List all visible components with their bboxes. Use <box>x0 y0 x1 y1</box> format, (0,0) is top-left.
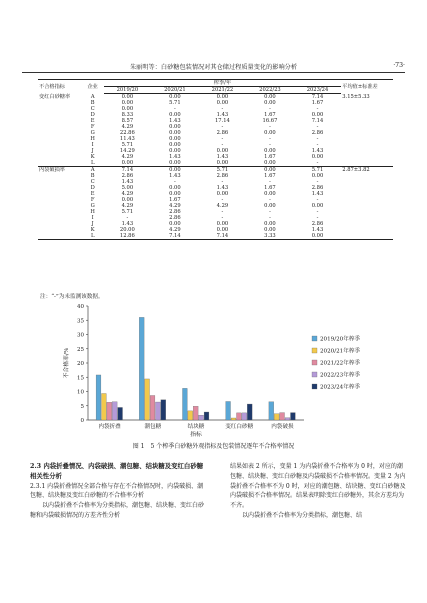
bar <box>139 317 144 420</box>
enterprise-cell: E <box>90 191 95 197</box>
legend-swatch <box>312 372 317 377</box>
table-row <box>38 233 393 240</box>
value-cell: 1.43 <box>121 179 134 185</box>
year-header: 2023/24 <box>294 87 342 94</box>
value-cell: 14.29 <box>119 148 135 154</box>
value-cell: - <box>316 197 319 203</box>
y-tick-label: 15 <box>77 375 84 382</box>
value-cell: - <box>316 179 319 185</box>
value-cell: 20.00 <box>119 227 135 233</box>
enterprise-cell: L <box>90 160 95 166</box>
value-cell: 2.86 <box>169 209 181 215</box>
value-cell: - <box>221 209 224 215</box>
legend-label: 2020/21年榨季 <box>320 348 361 355</box>
y-tick-label: 10 <box>77 389 84 396</box>
value-cell: 0.00 <box>121 94 134 100</box>
col-year-group-header: 榨季/年 <box>104 80 342 87</box>
enterprise-cell: J <box>91 148 94 154</box>
value-cell: 2.86 <box>311 130 324 136</box>
enterprise-cell: A <box>90 93 95 100</box>
enterprise-cell: C <box>90 179 95 185</box>
value-cell: 0.00 <box>311 173 324 179</box>
value-cell: - <box>174 106 176 112</box>
value-cell: 3.33 <box>246 233 294 240</box>
table-group-bag-damage <box>38 167 393 240</box>
legend-label: 2019/20年榨季 <box>320 336 361 343</box>
value-cell: 0.00 <box>121 160 134 166</box>
value-cell: - <box>126 215 129 221</box>
enterprise-cell: L <box>82 233 104 240</box>
value-cell: 7.14 <box>311 94 324 100</box>
bar <box>156 402 161 420</box>
left-column <box>30 462 208 521</box>
value-cell: 0.00 <box>169 124 181 130</box>
enterprise-cell: I <box>91 142 94 148</box>
enterprise-cell: I <box>91 215 94 221</box>
value-cell: 1.43 <box>311 227 324 233</box>
y-tick-label: 20 <box>77 361 84 367</box>
bar <box>280 413 285 420</box>
enterprise-cell: D <box>90 185 95 191</box>
value-cell: 4.29 <box>121 191 134 197</box>
x-tick-label: 变红白砂糖 <box>225 424 254 430</box>
year-header: 2022/23 <box>246 87 294 94</box>
legend-swatch <box>312 336 317 341</box>
value-cell: 0.00 <box>169 94 181 100</box>
value-cell: 4.29 <box>169 203 181 209</box>
value-cell: 11.43 <box>119 136 135 142</box>
indicator-cell <box>38 233 82 240</box>
value-cell: 2.86 <box>311 185 324 191</box>
bar-chart <box>50 296 380 438</box>
value-cell: - <box>316 106 319 112</box>
value-cell: 0.00 <box>216 191 229 197</box>
x-axis-label: 指标 <box>190 432 202 438</box>
value-cell: - <box>221 197 224 203</box>
value-cell: 5.71 <box>121 209 134 215</box>
value-cell: 0.00 <box>246 167 294 174</box>
value-cell: 8.33 <box>121 112 134 118</box>
legend-swatch <box>312 348 317 353</box>
value-cell: - <box>269 142 271 148</box>
value-cell: 0.00 <box>169 191 181 197</box>
legend-label: 2021/22年榨季 <box>320 360 361 367</box>
value-cell: 5.71 <box>294 167 342 174</box>
value-cell: 7.14 <box>104 167 152 174</box>
value-cell: - <box>174 179 176 185</box>
enterprise-cell: H <box>90 136 95 142</box>
value-cell: - <box>221 179 224 185</box>
year-header: 2021/22 <box>199 87 247 94</box>
enterprise-cell: D <box>90 112 95 118</box>
enterprise-cell: H <box>90 209 95 215</box>
bar <box>118 407 123 420</box>
x-tick-label: 内袋折叠 <box>98 424 121 430</box>
value-cell: - <box>269 197 271 203</box>
value-cell: 12.86 <box>104 233 152 240</box>
value-cell: - <box>316 160 319 166</box>
col-indicator-header: 不合格指标 <box>38 80 82 94</box>
page-number: ·73· <box>393 62 405 69</box>
value-cell: 2.86 <box>169 215 181 221</box>
enterprise-cell: G <box>90 130 95 136</box>
value-cell: 1.67 <box>264 185 276 191</box>
value-cell: 0.00 <box>264 221 276 227</box>
value-cell: 1.67 <box>264 154 276 160</box>
x-tick-label: 潮包糖 <box>144 424 162 430</box>
col-enterprise-header: 企业 <box>82 80 104 94</box>
value-cell: 22.86 <box>119 130 135 136</box>
value-cell: - <box>269 124 271 130</box>
legend-label: 2023/24年榨季 <box>320 384 361 391</box>
value-cell: 4.29 <box>121 154 134 160</box>
value-cell: 0.00 <box>169 185 181 191</box>
enterprise-cell: B <box>90 173 95 179</box>
avg-cell: 2.87±3.82 <box>341 167 393 174</box>
value-cell: 4.29 <box>216 203 229 209</box>
value-cell: 0.00 <box>216 94 229 100</box>
value-cell: 2.86 <box>121 173 134 179</box>
bar <box>102 393 107 420</box>
figure-caption: 图 1 5 个榨季白砂糖外观指标及包装情况逐年不合格率情况 <box>132 443 295 450</box>
y-tick-label: 25 <box>77 346 84 353</box>
year-header: 2020/21 <box>151 87 199 94</box>
value-cell: - <box>269 136 271 142</box>
right-column <box>230 462 408 521</box>
bar <box>199 415 204 420</box>
bar <box>269 402 274 420</box>
section-heading: 2.3 内袋折叠情况、内袋破损、潮包糖、结块糖及变红白砂糖相关性分析 <box>30 462 204 480</box>
data-table <box>38 79 393 240</box>
value-cell: 0.00 <box>264 130 276 136</box>
value-cell: 5.00 <box>121 185 134 191</box>
value-cell: 0.00 <box>151 167 199 174</box>
indicator-cell: 内袋破损率 <box>38 167 82 174</box>
value-cell: 0.00 <box>169 136 181 142</box>
value-cell: 0.00 <box>294 233 342 240</box>
value-cell: - <box>316 142 319 148</box>
bar <box>242 413 247 420</box>
value-cell: 0.00 <box>264 191 276 197</box>
bar <box>183 388 188 420</box>
running-title: 朱丽明等：白砂糖包装情况对其仓储过程质量变化的影响分析 <box>129 64 298 71</box>
bar <box>193 406 198 420</box>
bar <box>188 411 193 420</box>
value-cell: 0.00 <box>121 106 134 112</box>
value-cell: 0.00 <box>169 160 181 166</box>
y-tick-label: 0 <box>80 418 84 424</box>
avg-cell: 3.15±5.33 <box>342 93 370 100</box>
bar <box>226 401 231 420</box>
value-cell: - <box>221 106 224 112</box>
legend-label: 2022/23年榨季 <box>320 372 361 379</box>
value-cell: 5.71 <box>199 167 247 174</box>
value-cell: 1.43 <box>169 118 181 124</box>
bar <box>237 413 242 420</box>
value-cell: 0.00 <box>121 100 134 106</box>
value-cell: 7.14 <box>151 233 199 240</box>
value-cell: 0.00 <box>311 203 324 209</box>
value-cell: 1.43 <box>216 112 229 118</box>
value-cell: 0.00 <box>264 160 276 166</box>
running-header <box>22 60 405 73</box>
value-cell: 1.43 <box>311 191 324 197</box>
y-tick-label: 35 <box>77 318 84 325</box>
value-cell: 0.00 <box>169 221 181 227</box>
legend-swatch <box>312 360 317 365</box>
value-cell: 1.43 <box>169 154 181 160</box>
bar <box>161 400 166 420</box>
bar <box>204 412 209 420</box>
value-cell: 1.67 <box>264 112 276 118</box>
table-note: 注：“-”为未监测该数据。 <box>40 294 104 300</box>
bar <box>112 402 117 420</box>
body-paragraph: 以内袋折叠不合格率为分类指标，潮包糖、结块糖、变红白砂糖和内袋破损情况的方差齐性分析 <box>30 502 205 519</box>
enterprise-cell: F <box>90 124 95 130</box>
value-cell: 4.29 <box>121 124 134 130</box>
value-cell: 0.00 <box>264 94 276 100</box>
enterprise-cell: G <box>90 203 95 209</box>
value-cell: 0.00 <box>264 227 276 233</box>
value-cell: 16.67 <box>262 118 278 124</box>
value-cell: 1.43 <box>121 221 134 227</box>
value-cell: - <box>221 124 224 130</box>
enterprise-cell: A <box>82 167 104 174</box>
value-cell: 0.00 <box>169 142 181 148</box>
value-cell: 0.00 <box>264 203 276 209</box>
value-cell: 1.43 <box>216 154 229 160</box>
value-cell: 0.00 <box>264 100 276 106</box>
value-cell: 0.00 <box>311 112 324 118</box>
y-tick-label: 30 <box>77 332 84 339</box>
value-cell: 0.00 <box>216 100 229 106</box>
y-tick-label: 40 <box>77 304 84 310</box>
value-cell: - <box>269 209 271 215</box>
x-tick-label: 结块糖 <box>187 424 205 430</box>
bar <box>291 413 296 420</box>
body-paragraph: 以内袋折叠不合格率为分类指标，潮包糖、结 <box>242 511 363 519</box>
legend-swatch <box>312 384 317 389</box>
value-cell: 1.43 <box>216 185 229 191</box>
value-cell: 0.00 <box>121 197 134 203</box>
enterprise-cell: J <box>91 221 94 227</box>
value-cell: 0.00 <box>311 154 324 160</box>
value-cell: 5.71 <box>169 100 181 106</box>
col-avg-header: 平均值±标准差 <box>341 80 393 94</box>
value-cell: - <box>316 124 319 130</box>
value-cell: 1.43 <box>169 173 181 179</box>
value-cell: 0.00 <box>169 148 181 154</box>
value-cell: - <box>269 106 271 112</box>
bar <box>145 379 150 420</box>
y-axis-label: 不合格率/% <box>64 347 70 379</box>
value-cell: - <box>221 215 224 221</box>
x-tick-label: 内袋破损 <box>271 424 294 430</box>
value-cell: 7.14 <box>311 118 324 124</box>
indicator-cell: 变红白砂糖率 <box>39 93 71 100</box>
value-cell: 7.14 <box>199 233 247 240</box>
value-cell: 2.86 <box>216 130 229 136</box>
value-cell: 0.00 <box>264 148 276 154</box>
enterprise-cell: K <box>90 154 95 160</box>
value-cell: 2.86 <box>216 173 229 179</box>
bar <box>96 375 101 420</box>
value-cell: 2.86 <box>311 221 324 227</box>
body-paragraph: 结果如表 2 所示，变量 1 为内袋折叠不合格率为 0 时，对应的潮包糖、结块糖、变红白砂糖及内袋破损不合格率情况。变量 2 为内袋折叠不合格率不为 0 时，对应的潮包糖、结块糖、变红白砂糖及内袋破损不合格率情况。结果表明除变红白砂糖外，其余方差均为不齐。 <box>230 463 406 510</box>
y-tick-label: 5 <box>80 403 84 410</box>
value-cell: 4.29 <box>121 203 134 209</box>
bar <box>231 418 236 420</box>
value-cell: 0.00 <box>169 112 181 118</box>
value-cell: 1.67 <box>264 173 276 179</box>
table-group-red-sugar <box>38 94 393 167</box>
value-cell: - <box>316 215 319 221</box>
value-cell: - <box>221 136 224 142</box>
bar <box>150 395 155 420</box>
enterprise-cell: E <box>90 118 95 124</box>
avg-cell <box>341 233 393 240</box>
value-cell: 1.67 <box>169 197 181 203</box>
value-cell: 1.67 <box>311 100 324 106</box>
value-cell: 17.14 <box>214 118 230 124</box>
year-header: 2019/20 <box>104 87 152 94</box>
value-cell: 8.57 <box>121 118 134 124</box>
value-cell: - <box>269 215 271 221</box>
value-cell: - <box>221 142 224 148</box>
enterprise-cell: K <box>90 227 95 233</box>
subsection-text: 2.3.1 内袋折叠情况全部合格与存在不合格情况时，内袋破损、潮包糖、结块糖及变红白砂糖的不合格率分析 <box>30 482 204 500</box>
value-cell: - <box>316 136 319 142</box>
bar <box>247 404 252 420</box>
value-cell: 0.00 <box>216 227 229 233</box>
value-cell: 0.00 <box>169 130 181 136</box>
value-cell: - <box>269 179 271 185</box>
value-cell: 0.00 <box>216 221 229 227</box>
enterprise-cell: F <box>90 197 95 203</box>
enterprise-cell: C <box>90 106 95 112</box>
bar <box>107 402 112 420</box>
bar <box>285 418 290 420</box>
value-cell: - <box>316 209 319 215</box>
enterprise-cell: B <box>90 100 95 106</box>
bar <box>274 414 279 420</box>
value-cell: 5.71 <box>121 142 134 148</box>
value-cell: 1.43 <box>311 148 324 154</box>
value-cell: 0.00 <box>216 148 229 154</box>
value-cell: 0.00 <box>216 160 229 166</box>
value-cell: 4.29 <box>169 227 181 233</box>
